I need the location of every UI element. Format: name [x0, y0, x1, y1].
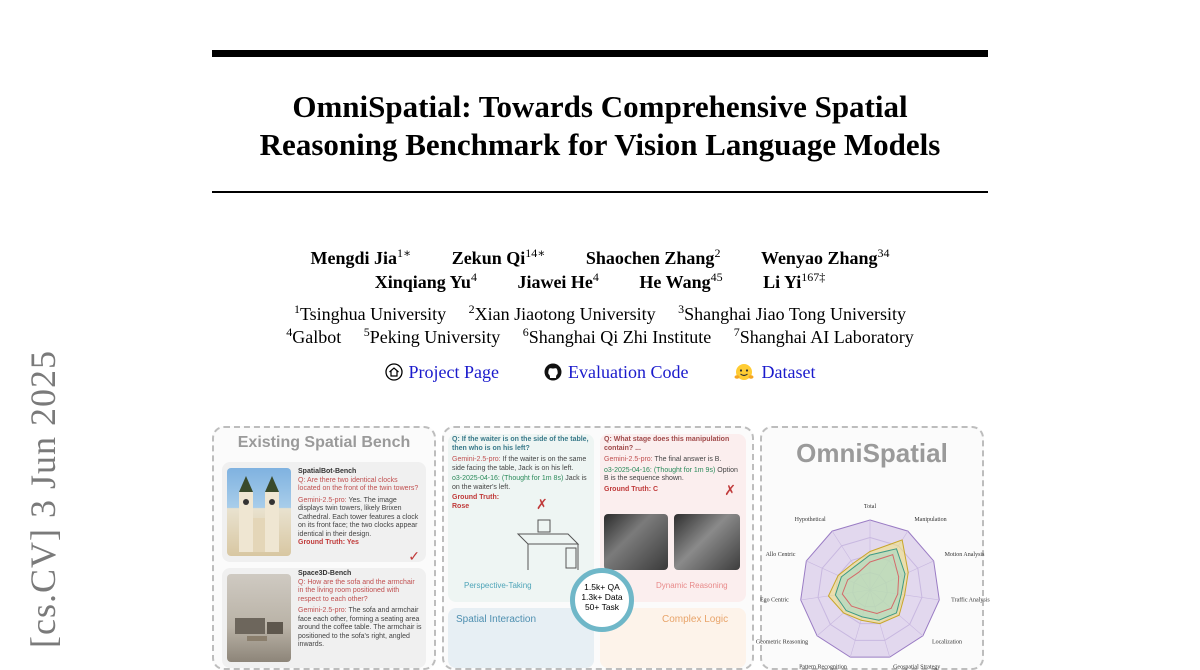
ground-truth-label: Ground Truth: — [452, 494, 500, 501]
radar-axis-label: Traffic Analysis — [951, 597, 990, 604]
model-answer: The sofa and armchair face each other, forming a seating area around the coffee table. The armchair is positioned to the sofa's right, angled inwards. — [298, 607, 422, 648]
model-label: Gemini-2.5-pro: — [452, 456, 501, 463]
model-answer: Option B is the sequence shown. — [604, 466, 738, 482]
radar-axis-label: Total — [863, 504, 877, 510]
paper-title — [212, 88, 988, 164]
affiliation: $^4$Galbot — [286, 325, 342, 347]
task-question: Q: What stage does this manipulation contain? ... — [604, 436, 730, 452]
title-rule-top — [212, 50, 988, 57]
affiliations-row-2 — [212, 325, 988, 348]
radar-axis-label: Manipulation — [914, 517, 947, 524]
author: Wenyao Zhang$^{34}$ — [760, 246, 890, 268]
title-rule-bottom — [212, 191, 988, 193]
perspective-taking-card — [448, 434, 594, 602]
stat-task: 50+ Task — [584, 602, 620, 612]
stat-qa: 1.5k+ QA — [584, 582, 620, 592]
radar-axis-label: Geospatial Strategy — [893, 664, 941, 670]
living-room-image — [227, 574, 291, 662]
affiliation: $^6$Shanghai Qi Zhi Institute — [522, 325, 712, 347]
affiliation: $^3$Shanghai Jiao Tong University — [678, 302, 907, 324]
radar-axis-label: Geometric Reasoning — [755, 639, 809, 646]
evaluation-code-link[interactable]: Evaluation Code — [544, 362, 693, 382]
radar-axis-label: Allo Centric — [765, 551, 796, 558]
correct-check-icon: ✓ — [408, 547, 420, 564]
github-icon — [544, 363, 562, 381]
author: Jiawei He$^4$ — [517, 270, 599, 292]
cathedral-image — [227, 468, 291, 556]
model-label: Gemini-2.5-pro: — [298, 607, 347, 614]
label-complex-logic: Complex Logic — [662, 614, 729, 625]
affiliations-row-1 — [212, 302, 988, 325]
model-answer: The final answer is B. — [654, 456, 722, 463]
figure-panel-omnispatial — [755, 426, 990, 670]
title-line-2: Reasoning Benchmark for Vision Language Models — [259, 127, 941, 162]
label-spatial-interaction: Spatial Interaction — [456, 614, 537, 625]
ground-truth: Ground Truth: C — [604, 485, 659, 493]
radar-axis-label: Motion Analysis — [944, 551, 985, 558]
author: He Wang$^{45}$ — [639, 270, 723, 292]
manipulation-frames-b — [674, 514, 740, 570]
ground-truth: Ground Truth: Yes — [298, 539, 359, 546]
model-label: Gemini-2.5-pro: — [604, 456, 653, 463]
wrong-x-icon: ✗ — [536, 496, 548, 512]
model-label: Gemini-2.5-pro: — [298, 496, 347, 504]
label-perspective-taking: Perspective-Taking — [464, 581, 532, 590]
example-card-spatialbot — [222, 462, 426, 562]
affiliation: $^7$Shanghai AI Laboratory — [733, 325, 914, 347]
authors-row-2 — [212, 270, 988, 293]
model-label: o3-2025-04-16: (Thought for 1m 8s) — [452, 475, 564, 482]
huggingface-icon — [733, 363, 755, 381]
dataset-link[interactable]: Dataset — [733, 362, 815, 382]
affiliation: $^5$Peking University — [363, 325, 501, 347]
author: Li $Yi^{167\ddagger}$ — [763, 270, 826, 292]
task-question: Q: If the waiter is on the side of the table, then who is on his left? — [452, 436, 589, 452]
table-chairs-drawing — [508, 514, 588, 576]
model-answer: Jack is on the waiter's left. — [452, 475, 587, 491]
omnispatial-logo-title: OmniSpatial — [796, 438, 948, 468]
bench-question: Q: How are the sofa and the armchair in the living room positioned with respect to each other? — [298, 578, 415, 603]
model-label: o3-2025-04-16: (Thought for 1m 9s) — [604, 466, 716, 474]
ground-truth-value: Rose — [452, 502, 470, 510]
author: Zekun $Qi^{14∗}$ — [451, 246, 546, 268]
figure-panel-task-examples — [442, 426, 754, 670]
radar-axis-label: Hypothetical — [794, 517, 826, 524]
title-line-1: OmniSpatial: Towards Comprehensive Spatial — [292, 89, 908, 124]
sofa-drawing — [227, 574, 291, 662]
bench-question: Q: Are there two identical clocks located on the front of the twin towers? — [298, 476, 419, 492]
author: Shaochen Zhang$^2$ — [585, 246, 721, 268]
radar-axis-label: Pattern Recognition — [799, 664, 847, 670]
home-icon — [385, 363, 403, 381]
project-page-link[interactable]: Project Page — [385, 362, 504, 382]
dataset-stats-badge — [570, 568, 634, 632]
model-answer: If the waiter is on the same side facing the table, Jack is on his left. — [452, 456, 587, 472]
model-answer: Yes. The image displays twin towers, likely Brixen Cathedral. Each tower features a clock on its front face; the two clocks appear identical in their design. — [298, 496, 419, 538]
resource-links — [212, 362, 988, 383]
bench-name: SpatialBot-Bench — [298, 468, 357, 475]
affiliation: $^1$Tsinghua University — [293, 302, 447, 324]
stat-data: 1.3k+ Data — [581, 592, 623, 602]
label-dynamic-reasoning: Dynamic Reasoning — [656, 581, 728, 590]
bench-name: Space3D-Bench — [298, 570, 352, 577]
author: Mengdi Jia$^{1∗}$ — [310, 246, 412, 268]
example-card-space3d — [222, 568, 426, 668]
radar-axis-label: Localization — [931, 639, 962, 646]
panel-title: Existing Spatial Bench — [237, 434, 411, 451]
arxiv-side-stamp: [cs.CV] 3 Jun 2025 — [23, 350, 63, 648]
radar-axis-label: Ego Centric — [760, 597, 789, 604]
spatial-interaction-card — [448, 608, 594, 668]
authors-row-1 — [212, 246, 988, 269]
affiliation: $^2$Xian Jiaotong University — [468, 302, 656, 324]
radar-chart — [755, 472, 990, 670]
twin-towers-drawing — [227, 468, 291, 556]
figure-panel-existing-bench — [212, 426, 436, 670]
wrong-x-icon: ✗ — [724, 482, 736, 498]
author: Xinqiang Yu$^4$ — [374, 270, 477, 292]
manipulation-frames-a — [604, 514, 668, 570]
